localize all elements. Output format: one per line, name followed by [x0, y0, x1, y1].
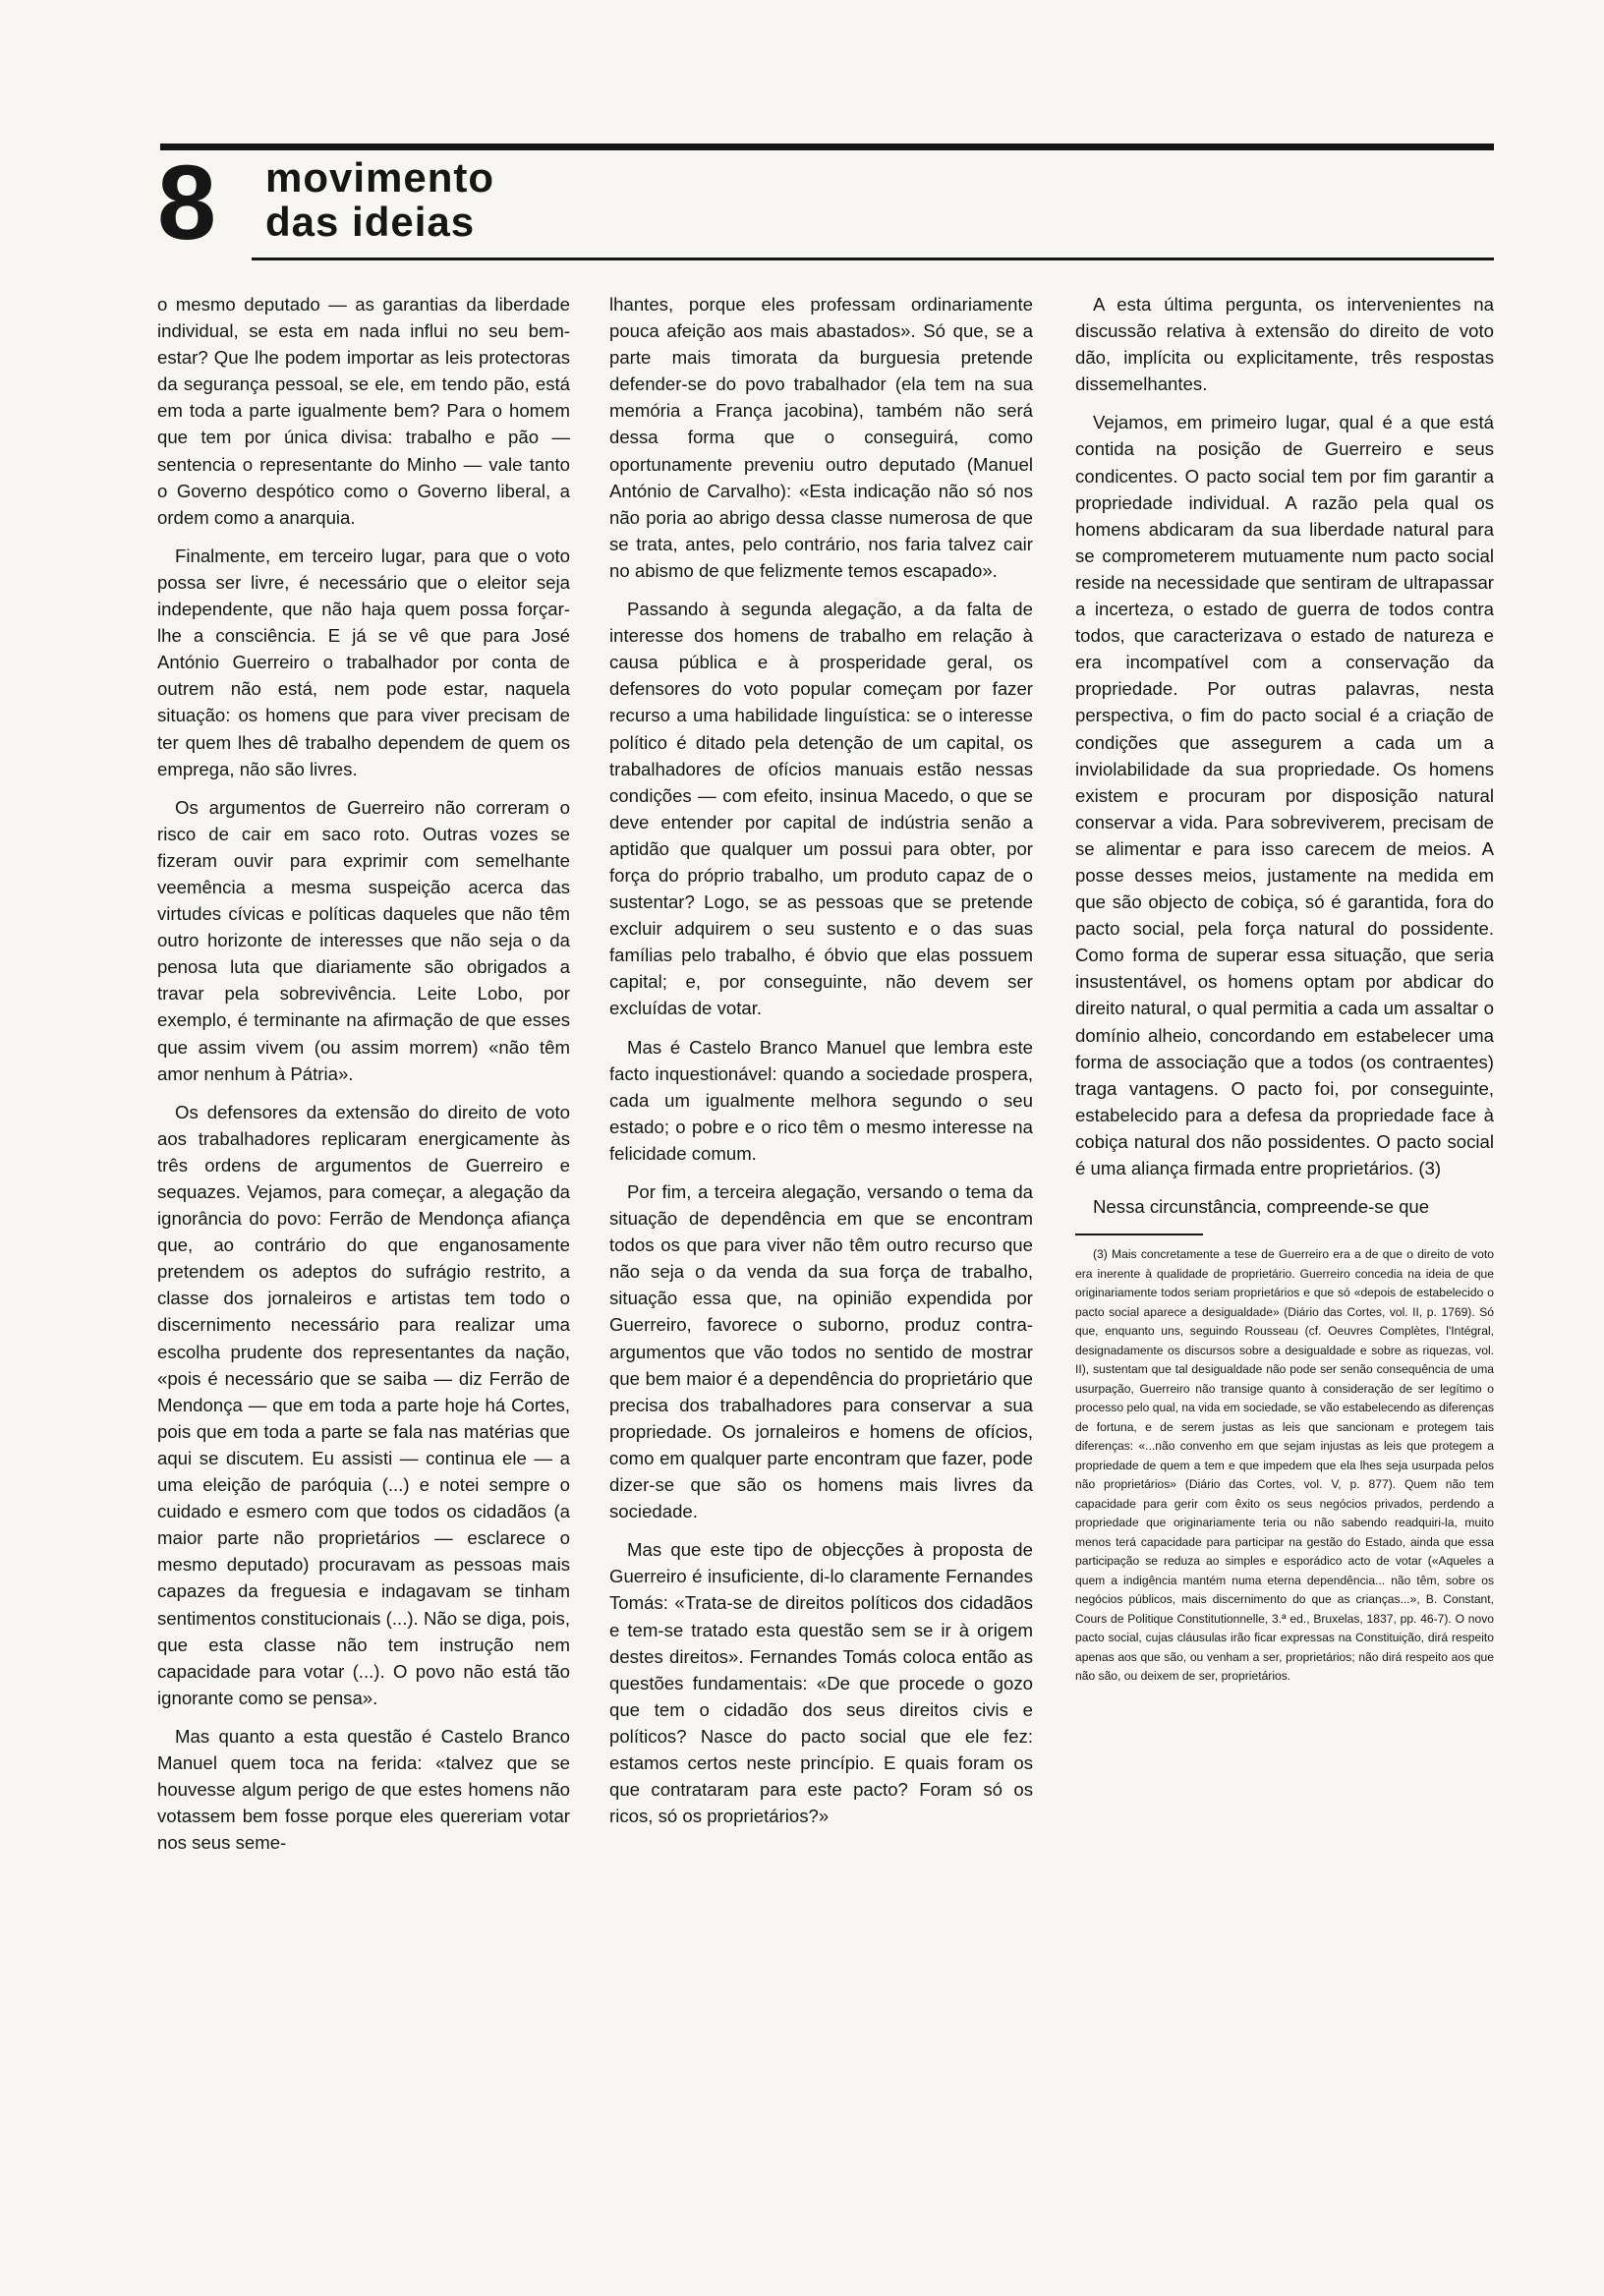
- footnote-3: (3) Mais concretamente a tese de Guerreiro era a de que o direito de voto era inerente à qualidade de proprietário. Guerreiro concedia na ideia de que originariamente todos seriam proprietários e que só «depois de estabelecido o pacto social aparece a desigualdade» (Diário das Cortes, vol. II, p. 1769). Só que, enquanto uns, seguindo Rousseau (cf. Oeuvres Complètes, l'Intégral, designadamente os discursos sobre a desigualdade e sobre as riquezas, vol. II), sustentam que tal desigualdade não pode ser senão consequência de uma usurpação, Guerreiro não transige quanto à consideração de ser legítimo o processo pelo qual, na vida em sociedade, se vão estabelecendo as diferenças de fortuna, e de serem justas as leis que sancionam e protegem tais diferenças: «...não convenho em que sejam injustas as leis que protegem a propriedade de quem a tem e que impedem que ela lhes seja usurpada pelos não proprietários» (Diário das Cortes, vol. V, p. 877). Quem não tem capacidade para gerir com êxito os seus negócios privados, perdendo a propriedade que originariamente teria ou não sabendo readquiri-la, muito menos terá capacidade para participar na gestão do Estado, ainda que essa participação se reduza ao simples e esporádico acto de votar («Aqueles a quem a indigência mantém numa eterna dependência... não têm, sobre os negócios públicos, mais discernimento do que as crianças...», B. Constant, Cours de Politique Constitutionnelle, 3.ª ed., Bruxelas, 1837, pp. 46-7). O novo pacto social, cujas cláusulas irão ficar expressas na Constituição, dirá respeito apenas aos que são, ou venham a ser, proprietários; não dirá respeito aos que não são, ou deixem de ser, proprietários.: [1075, 1247, 1494, 1684]
- section-title-line-1: movimento: [265, 154, 495, 201]
- paragraph: Nessa circunstância, compreende-se que: [1093, 1196, 1430, 1218]
- paragraph: o mesmo deputado — as garantias da liberdade individual, se esta em nada influi no seu bem-estar? Que lhe podem importar as leis protectoras da segurança pessoal, se ele, em tendo pão, está em toda a parte igualmente bem? Para o homem que tem por única divisa: trabalho e pão — sentencia o representante do Minho — vale tanto o Governo despótico como o Governo liberal, a ordem como a anarquia.: [157, 294, 570, 528]
- paragraph: Vejamos, em primeiro lugar, qual é a que está contida na posição de Guerreiro e seus condicentes. O pacto social tem por fim garantir a propriedade individual. A razão pela qual os homens abdicaram da sua liberdade natural para se comprometerem mutuamente num pacto social reside na necessidade que sentiram de ultrapassar a incerteza, o estado de guerra de todos contra todos, que caracterizava o estado de natureza e era incompatível com a conservação da propriedade. Por outras palavras, nesta perspectiva, o fim do pacto social é a criação de condições que assegurem a cada um a inviolabilidade da sua propriedade. Os homens existem e procuram por disposição natural conservar a vida. Para sobreviverem, precisam de se alimentar e para isso carecem de meios. A posse desses meios, justamente na medida em que são objecto de cobiça, só é garantida, fora do pacto social, pela força natural do possidente. Como forma de superar essa situação, que seria insustentável, os homens optam por abdicar do direito natural, o qual permitia a cada um assaltar o domínio alheio, concordando em estabelecer uma forma de associação que a todos (os contraentes) traga vantagens. O pacto foi, por conseguinte, estabelecido para a defesa da propriedade face à cobiça natural dos não possidentes. O pacto social é uma aliança firmada entre proprietários. (3): [1075, 412, 1494, 1178]
- paragraph: Passando à segunda alegação, a da falta de interesse dos homens de trabalho em relação à causa pública e à prosperidade geral, os defensores do voto popular começam por fazer recurso a uma habilidade linguística: se o interesse político é ditado pela detenção de um capital, os trabalhadores de ofícios manuais estão nessas condições — com efeito, insinua Macedo, o que se deve entender por capital de indústria senão a aptidão que qualquer um possui para obter, por força do próprio trabalho, um produto capaz de o sustentar? Logo, se as pessoas que se pretende excluir adquirem o seu sustento e o das suas famílias pelo trabalho, é óbvio que elas possuem capital; e, por conseguinte, não devem ser excluídas de votar.: [609, 599, 1033, 1019]
- paragraph: A esta última pergunta, os intervenientes na discussão relativa à extensão do direito de voto dão, implícita ou explicitamente, três respostas dissemelhantes.: [1075, 294, 1494, 395]
- paragraph: Mas quanto a esta questão é Castelo Branco Manuel quem toca na ferida: «talvez que se houvesse algum perigo de que estes homens não votassem bem fosse porque eles quereriam votar nos seus seme-: [157, 1725, 570, 1854]
- paragraph: Os argumentos de Guerreiro não correram o risco de cair em saco roto. Outras vozes se fizeram ouvir para exprimir com semelhante veemência a mesma suspeição acerca das virtudes cívicas e políticas daqueles que não têm outro horizonte de interesses que não seja o da penosa luta que diariamente são obrigados a travar pela sobrevivência. Leite Lobo, por exemplo, é terminante na afirmação de que esses que assim vivem (ou assim morrem) «não têm amor nenhum à Pátria».: [157, 796, 570, 1084]
- header-bottom-rule: [252, 258, 1494, 260]
- paragraph: Mas que este tipo de objecções à proposta de Guerreiro é insuficiente, di-lo claramente Fernandes Tomás: «Trata-se de direitos políticos dos cidadãos e tem-se tratado esta questão sem se ir à origem destes direitos». Fernandes Tomás coloca então as questões fundamentais: «De que procede o gozo que tem o cidadão dos seus direitos civis e políticos? Nasce do pacto social que ele fez: estamos certos neste princípio. E quais foram os que contrataram para este pacto? Foram só os ricos, só os proprietários?»: [609, 1539, 1033, 1827]
- header-top-rule: [160, 144, 1494, 150]
- paragraph: lhantes, porque eles professam ordinariamente pouca afeição aos mais abastados». Só que, se a parte mais timorata da burguesia pretende defender-se do povo trabalhador (ela tem na sua memória a França jacobina), também não será dessa forma que o conseguirá, como oportunamente preveniu outro deputado (Manuel António de Carvalho): «Esta indicação não só nos não poria ao abrigo dessa classe numerosa de que se trata, antes, pelo contrário, nos faria talvez cair no abismo de que felizmente temos escapado».: [609, 294, 1033, 581]
- section-title: [265, 155, 659, 244]
- paragraph: Por fim, a terceira alegação, versando o tema da situação de dependência em que se encontram todos os que para viver não têm outro recurso que não seja o da venda da sua força de trabalho, situação essa que, na opinião expendida por Guerreiro, favorece o suborno, produz contra-argumentos que vão todos no sentido de mostrar que bem maior é a dependência do proprietário que precisa dos trabalhadores para conservar a sua propriedade. Os jornaleiros e homens de ofícios, como em qualquer parte encontram que fazer, pode dizer-se que são os homens mais livres da sociedade.: [609, 1181, 1033, 1522]
- paragraph: Mas é Castelo Branco Manuel que lembra este facto inquestionável: quando a sociedade prospera, cada um igualmente melhora segundo o seu estado; o pobre e o rico têm o mesmo interesse na felicidade comum.: [609, 1036, 1033, 1164]
- footnote-rule: [1075, 1234, 1203, 1235]
- text-column-2: [609, 291, 1033, 1841]
- paragraph: Finalmente, em terceiro lugar, para que o voto possa ser livre, é necessário que o eleitor seja independente, que não haja quem possa forçar-lhe a consciência. E já se vê que para José António Guerreiro o trabalhador por conta de outrem não está, nem pode estar, naquela situação: os homens que para viver precisam de ter quem lhes dê trabalho dependem de quem os emprega, não são livres.: [157, 545, 570, 779]
- section-title-line-2: das ideias: [265, 199, 476, 245]
- paragraph: Os defensores da extensão do direito de voto aos trabalhadores replicaram energicamente às três ordens de argumentos de Guerreiro e sequazes. Vejamos, para começar, a alegação da ignorância do povo: Ferrão de Mendonça afiança que, ao contrário do que enganosamente pretendem os adeptos do sufrágio restrito, a classe dos jornaleiros e artistas tem todo o discernimento necessário para realizar uma escolha prudente dos representantes da nação, «pois é necessário que se saiba — diz Ferrão de Mendonça — que em toda a parte hoje há Cortes, pois que em toda a parte se fala nas matérias que aqui se discutem. Eu assisti — continua ele — a uma eleição de paróquia (...) e notei sempre o cuidado e esmero com que todos os cidadãos (a maior parte não proprietários — esclarece o mesmo deputado) procuravam as pessoas mais capazes da freguesia e indagavam se tinham sentimentos constitucionais (...). Não se diga, pois, que esta classe não tem instrução nem capacidade para votar (...). O povo não está tão ignorante como se pensa».: [157, 1101, 570, 1708]
- text-column-1: [157, 291, 570, 1867]
- text-column-3: [1075, 291, 1494, 1698]
- section-number: 8: [157, 143, 215, 261]
